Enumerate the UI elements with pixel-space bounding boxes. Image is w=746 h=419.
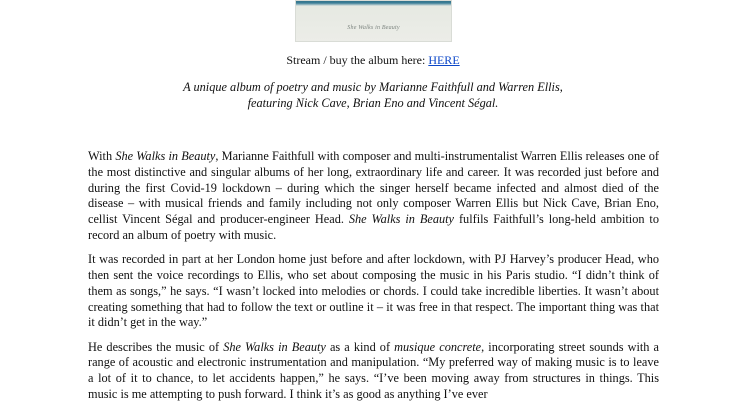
p1-album-title-2: She Walks in Beauty — [348, 212, 455, 227]
p3-text-e: , incorporating street sounds with a range of acoustic and electronic instrumentation and manipulation. “My preferred way of making music is to leave a lot of it to chance, to let accidents happen,” he says. “I’ve been moving away from structures in things. This music is me attempting to push forward. I think it’s as good as anything I’ve ever — [88, 339, 660, 401]
stream-line — [0, 52, 746, 68]
subtitle-line-1: A unique album of poetry and music by Marianne Faithfull and Warren Ellis, — [183, 80, 563, 94]
stream-prefix: Stream / buy the album here: — [286, 53, 429, 67]
p1-album-title-1: She Walks in Beauty — [115, 149, 216, 163]
paragraph-2: It was recorded in part at her London home just before and after lockdown, with PJ Harvey’s producer Head, who then sent the voice recordings to Ellis, who set about composing the music in his Paris studio. “I didn’t think of them as songs,” he says. “I wasn’t locked into melodies or chords. I could take incredible liberties. It wasn’t about creating something that had to follow the text or outline it – it was free in that respect. The important thing was that it didn’t get in the way.” — [88, 252, 659, 330]
p1-text-c: , Marianne Faithfull with composer and multi-instrumentalist Warren Ellis releases one of the most distinctive and singular albums of her long, extraordinary life and career. It was recorded just before and during the first Covid-19 lockdown – during which the singer herself became infected and almost died of the disease – with musical friends and family including not only composer Warren Ellis but Nick Cave, Brian Eno, cellist Vincent Ségal and producer-engineer Head. — [88, 149, 660, 227]
article-body — [88, 149, 659, 411]
p3-text-c: as a kind of — [325, 339, 395, 354]
p1-text-e: fulfils Faithfull’s long-held ambition to record an album of poetry with music. — [88, 212, 659, 242]
paragraph-3 — [88, 340, 659, 403]
paragraph-1 — [88, 149, 659, 244]
p3-musique-concrete: musique concrete — [394, 339, 482, 354]
album-cover-title: She Walks in Beauty — [347, 25, 400, 31]
p3-album-title: She Walks in Beauty — [223, 339, 326, 354]
p1-text-a: With — [88, 149, 116, 163]
subtitle-line-2: featuring Nick Cave, Brian Eno and Vincent Ségal. — [247, 96, 499, 110]
album-cover-image[interactable] — [295, 0, 452, 42]
p3-text-a: He describes the music of — [88, 339, 224, 354]
stream-here-link[interactable]: HERE — [428, 53, 460, 67]
album-subtitle — [0, 79, 746, 111]
